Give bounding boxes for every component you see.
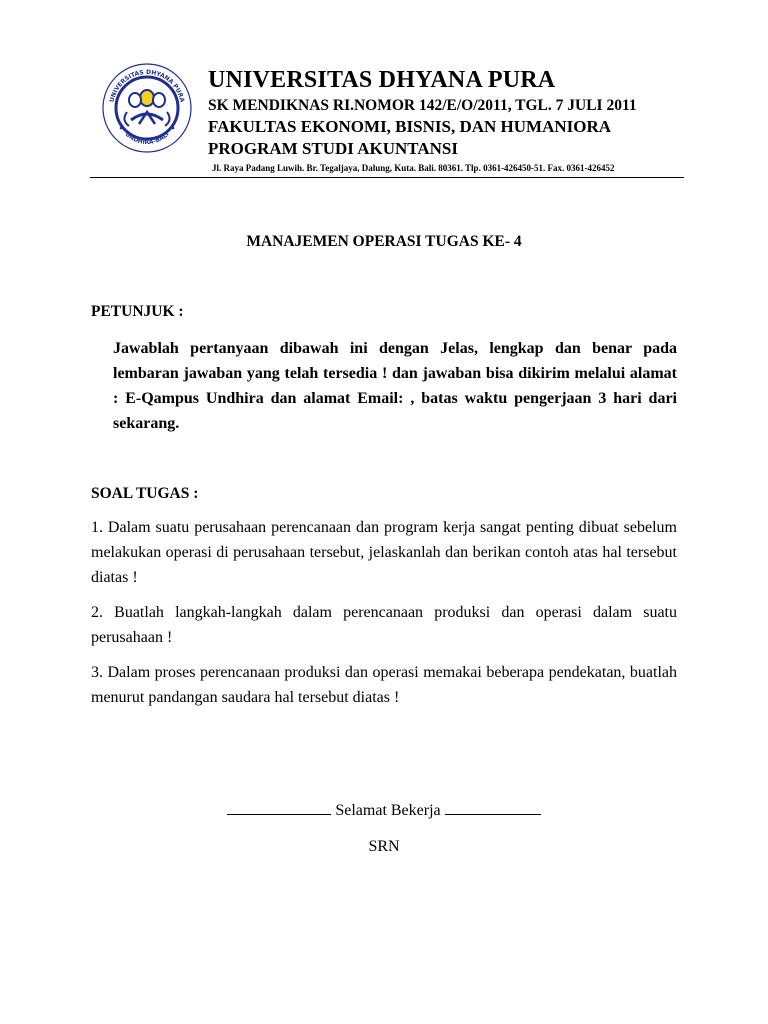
closing-line bbox=[0, 800, 768, 822]
university-name: UNIVERSITAS DHYANA PURA bbox=[208, 67, 556, 93]
closing-text: Selamat Bekerja bbox=[335, 802, 441, 819]
questions-label: SOAL TUGAS : bbox=[91, 485, 199, 502]
letterhead-divider bbox=[90, 177, 684, 178]
address-line: Jl. Raya Padang Luwih. Br. Tegaljaya, Dalung, Kuta. Bali. 80361. Tlp. 0361-426450-51. Fax. 0361-426452 bbox=[212, 163, 615, 173]
svg-text:UNDHIRA-BALI: UNDHIRA-BALI bbox=[123, 130, 171, 147]
questions-list bbox=[91, 515, 677, 720]
blank-line-right bbox=[445, 800, 541, 815]
blank-line-left bbox=[227, 800, 331, 815]
svg-text:UNIVERSITAS DHYANA PURA: UNIVERSITAS DHYANA PURA bbox=[108, 68, 186, 103]
instructions-text: Jawablah pertanyaan dibawah ini dengan Jelas, lengkap dan benar pada lembaran jawaban yang telah tersedia ! dan jawaban bisa dikirim melalui alamat : E-Qampus Undhira dan alamat Email: , batas waktu pengerjaan 3 hari dari sekarang. bbox=[113, 340, 677, 432]
program-name: PROGRAM STUDI AKUNTANSI bbox=[208, 139, 458, 158]
question-item: 2. Buatlah langkah-langkah dalam perencanaan produksi dan operasi dalam suatu perusahaan ! bbox=[91, 604, 677, 646]
instructions-label: PETUNJUK : bbox=[91, 303, 184, 320]
university-seal-logo-icon bbox=[101, 62, 193, 154]
faculty-name: FAKULTAS EKONOMI, BISNIS, DAN HUMANIORA bbox=[208, 117, 612, 136]
question-item: 1. Dalam suatu perusahaan perencanaan dan program kerja sangat penting dibuat sebelum melakukan operasi di perusahaan tersebut, jelaskanlah dan berikan contoh atas hal tersebut diatas ! bbox=[91, 519, 677, 586]
letterhead bbox=[208, 66, 678, 174]
question-item: 3. Dalam proses perencanaan produksi dan operasi memakai beberapa pendekatan, buatlah menurut pandangan saudara hal tersebut diatas ! bbox=[91, 664, 677, 706]
document-title: MANAJEMEN OPERASI TUGAS KE- 4 bbox=[246, 233, 522, 250]
signature: SRN bbox=[368, 838, 400, 855]
decree-line: SK MENDIKNAS RI.NOMOR 142/E/O/2011, TGL. 7 JULI 2011 bbox=[208, 97, 637, 114]
